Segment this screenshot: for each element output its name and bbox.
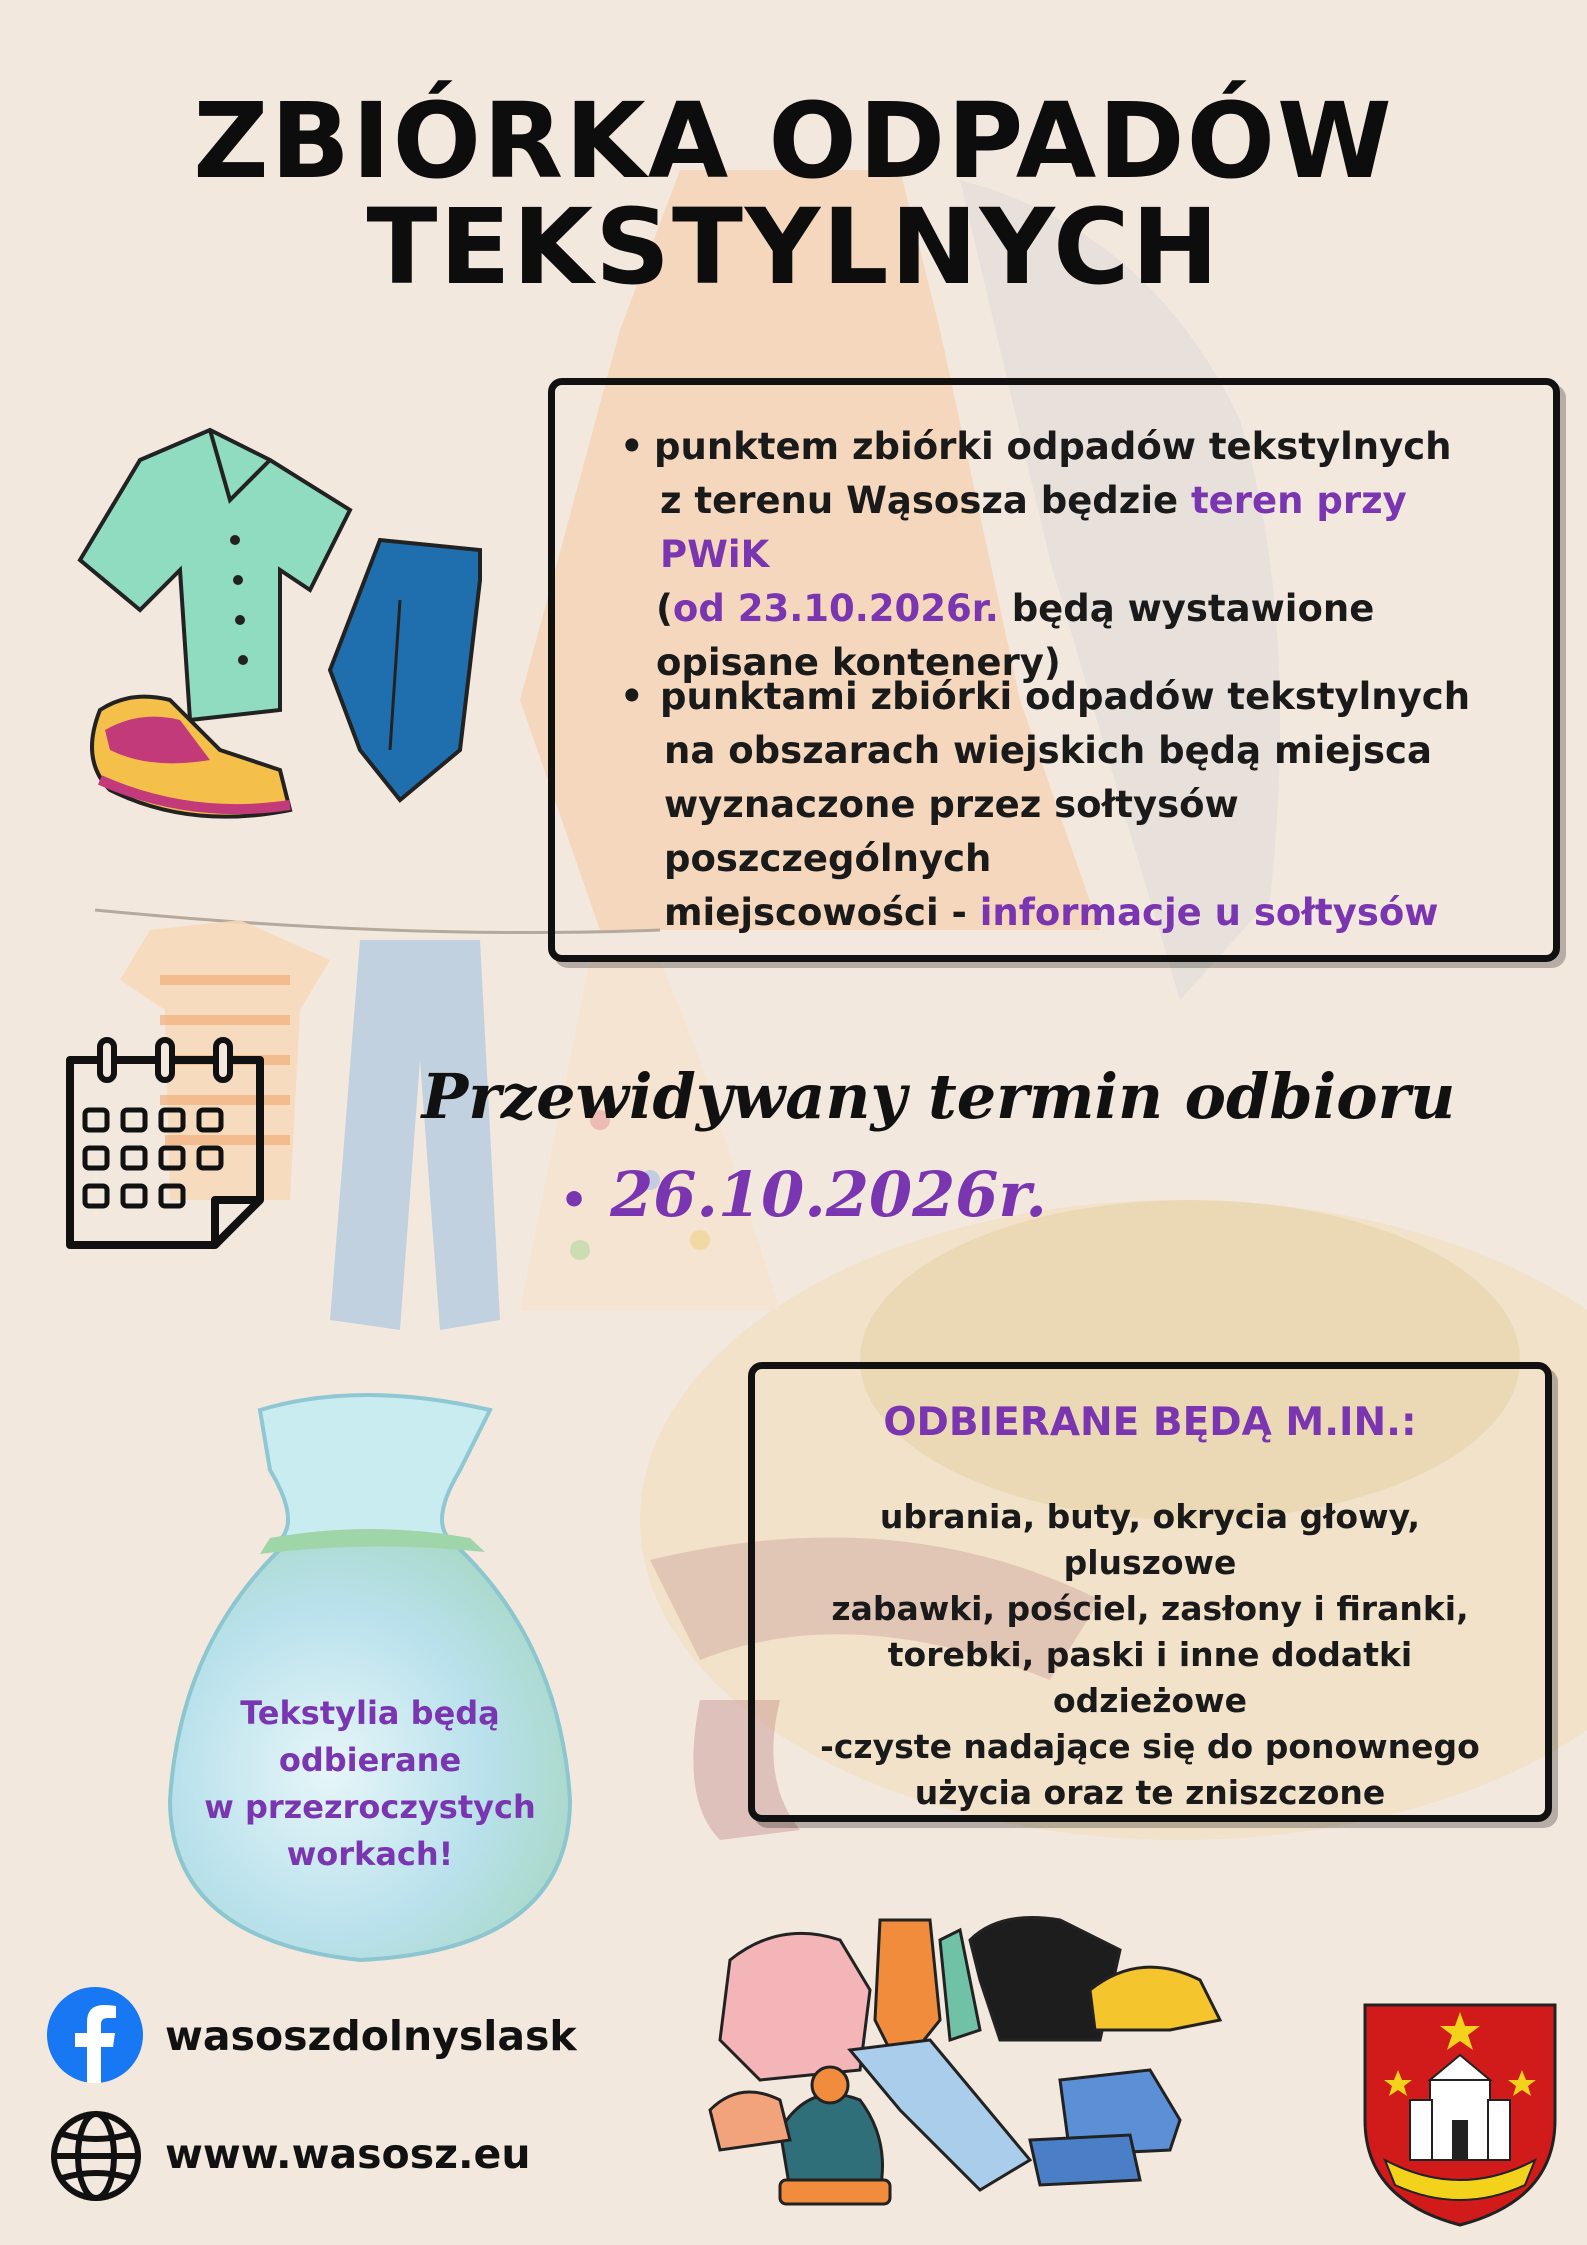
bullet-icon: • — [560, 1174, 589, 1226]
website-link[interactable]: www.wasosz.eu — [165, 2130, 531, 2178]
info-item-2 — [620, 670, 1540, 940]
clothes-pile-illustration — [700, 1900, 1260, 2230]
info-item-2-line-3: wyznaczone przez sołtysów poszczególnych — [664, 783, 1239, 880]
info-item-2-line-1: punktami zbiórki odpadów tekstylnych — [660, 675, 1471, 718]
collected-line: użycia oraz te zniszczone — [914, 1773, 1386, 1812]
collected-heading: ODBIERANE BĘDĄ M.IN.: — [883, 1400, 1417, 1445]
coat-of-arms — [1360, 2000, 1560, 2230]
info-soltys-highlight: informacje u sołtysów — [979, 891, 1439, 934]
title-line-2: TEKSTYLNYCH — [366, 186, 1221, 308]
bullet-icon: • — [620, 425, 644, 468]
pickup-heading: Przewidywany termin odbioru — [421, 1060, 1456, 1133]
bag-note-line: odbierane — [278, 1741, 462, 1779]
bullet-icon: • — [620, 675, 644, 718]
collected-line: ubrania, buty, okrycia głowy, pluszowe — [879, 1497, 1421, 1582]
facebook-link[interactable]: wasoszdolnyslask — [165, 2012, 577, 2060]
info-date-highlight: od 23.10.2026r. — [672, 587, 999, 630]
collected-line: torebki, paski i inne dodatki odzieżowe — [887, 1635, 1413, 1720]
info-item-2-line-2: na obszarach wiejskich będą miejsca — [664, 729, 1432, 772]
bag-note — [200, 1690, 540, 1878]
info-item-1-line-4: opisane kontenery) — [656, 641, 1061, 684]
collected-line: zabawki, pościel, zasłony i firanki, — [831, 1589, 1469, 1628]
info-item-1-line-3c: będą wystawione — [998, 587, 1375, 630]
info-item-2-line-4: miejscowości - — [664, 891, 980, 934]
collected-line: -czyste nadające się do ponownego — [820, 1727, 1480, 1766]
bag-note-line: w przezroczystych — [204, 1788, 536, 1826]
pickup-date — [560, 1158, 1047, 1231]
page-title — [0, 80, 1587, 308]
collected-list — [790, 1494, 1510, 1816]
facebook-icon[interactable] — [45, 1985, 145, 2085]
bag-illustration — [140, 1380, 600, 1980]
info-item-1-line-2: z terenu Wąsosza będzie — [660, 479, 1191, 522]
bag-note-line: Tekstylia będą — [240, 1694, 500, 1732]
info-item-1-line-3a: ( — [656, 587, 673, 630]
pickup-date-value: 26.10.2026r. — [610, 1158, 1047, 1231]
bag-note-line: workach! — [286, 1835, 454, 1873]
clothes-illustration — [60, 420, 510, 880]
info-location-highlight: teren przy PWiK — [660, 479, 1407, 576]
info-item-1 — [620, 420, 1520, 690]
info-item-1-line-1: punktem zbiórki odpadów tekstylnych — [654, 425, 1452, 468]
globe-icon — [48, 2108, 144, 2204]
title-line-1: ZBIÓRKA ODPADÓW — [193, 80, 1394, 202]
